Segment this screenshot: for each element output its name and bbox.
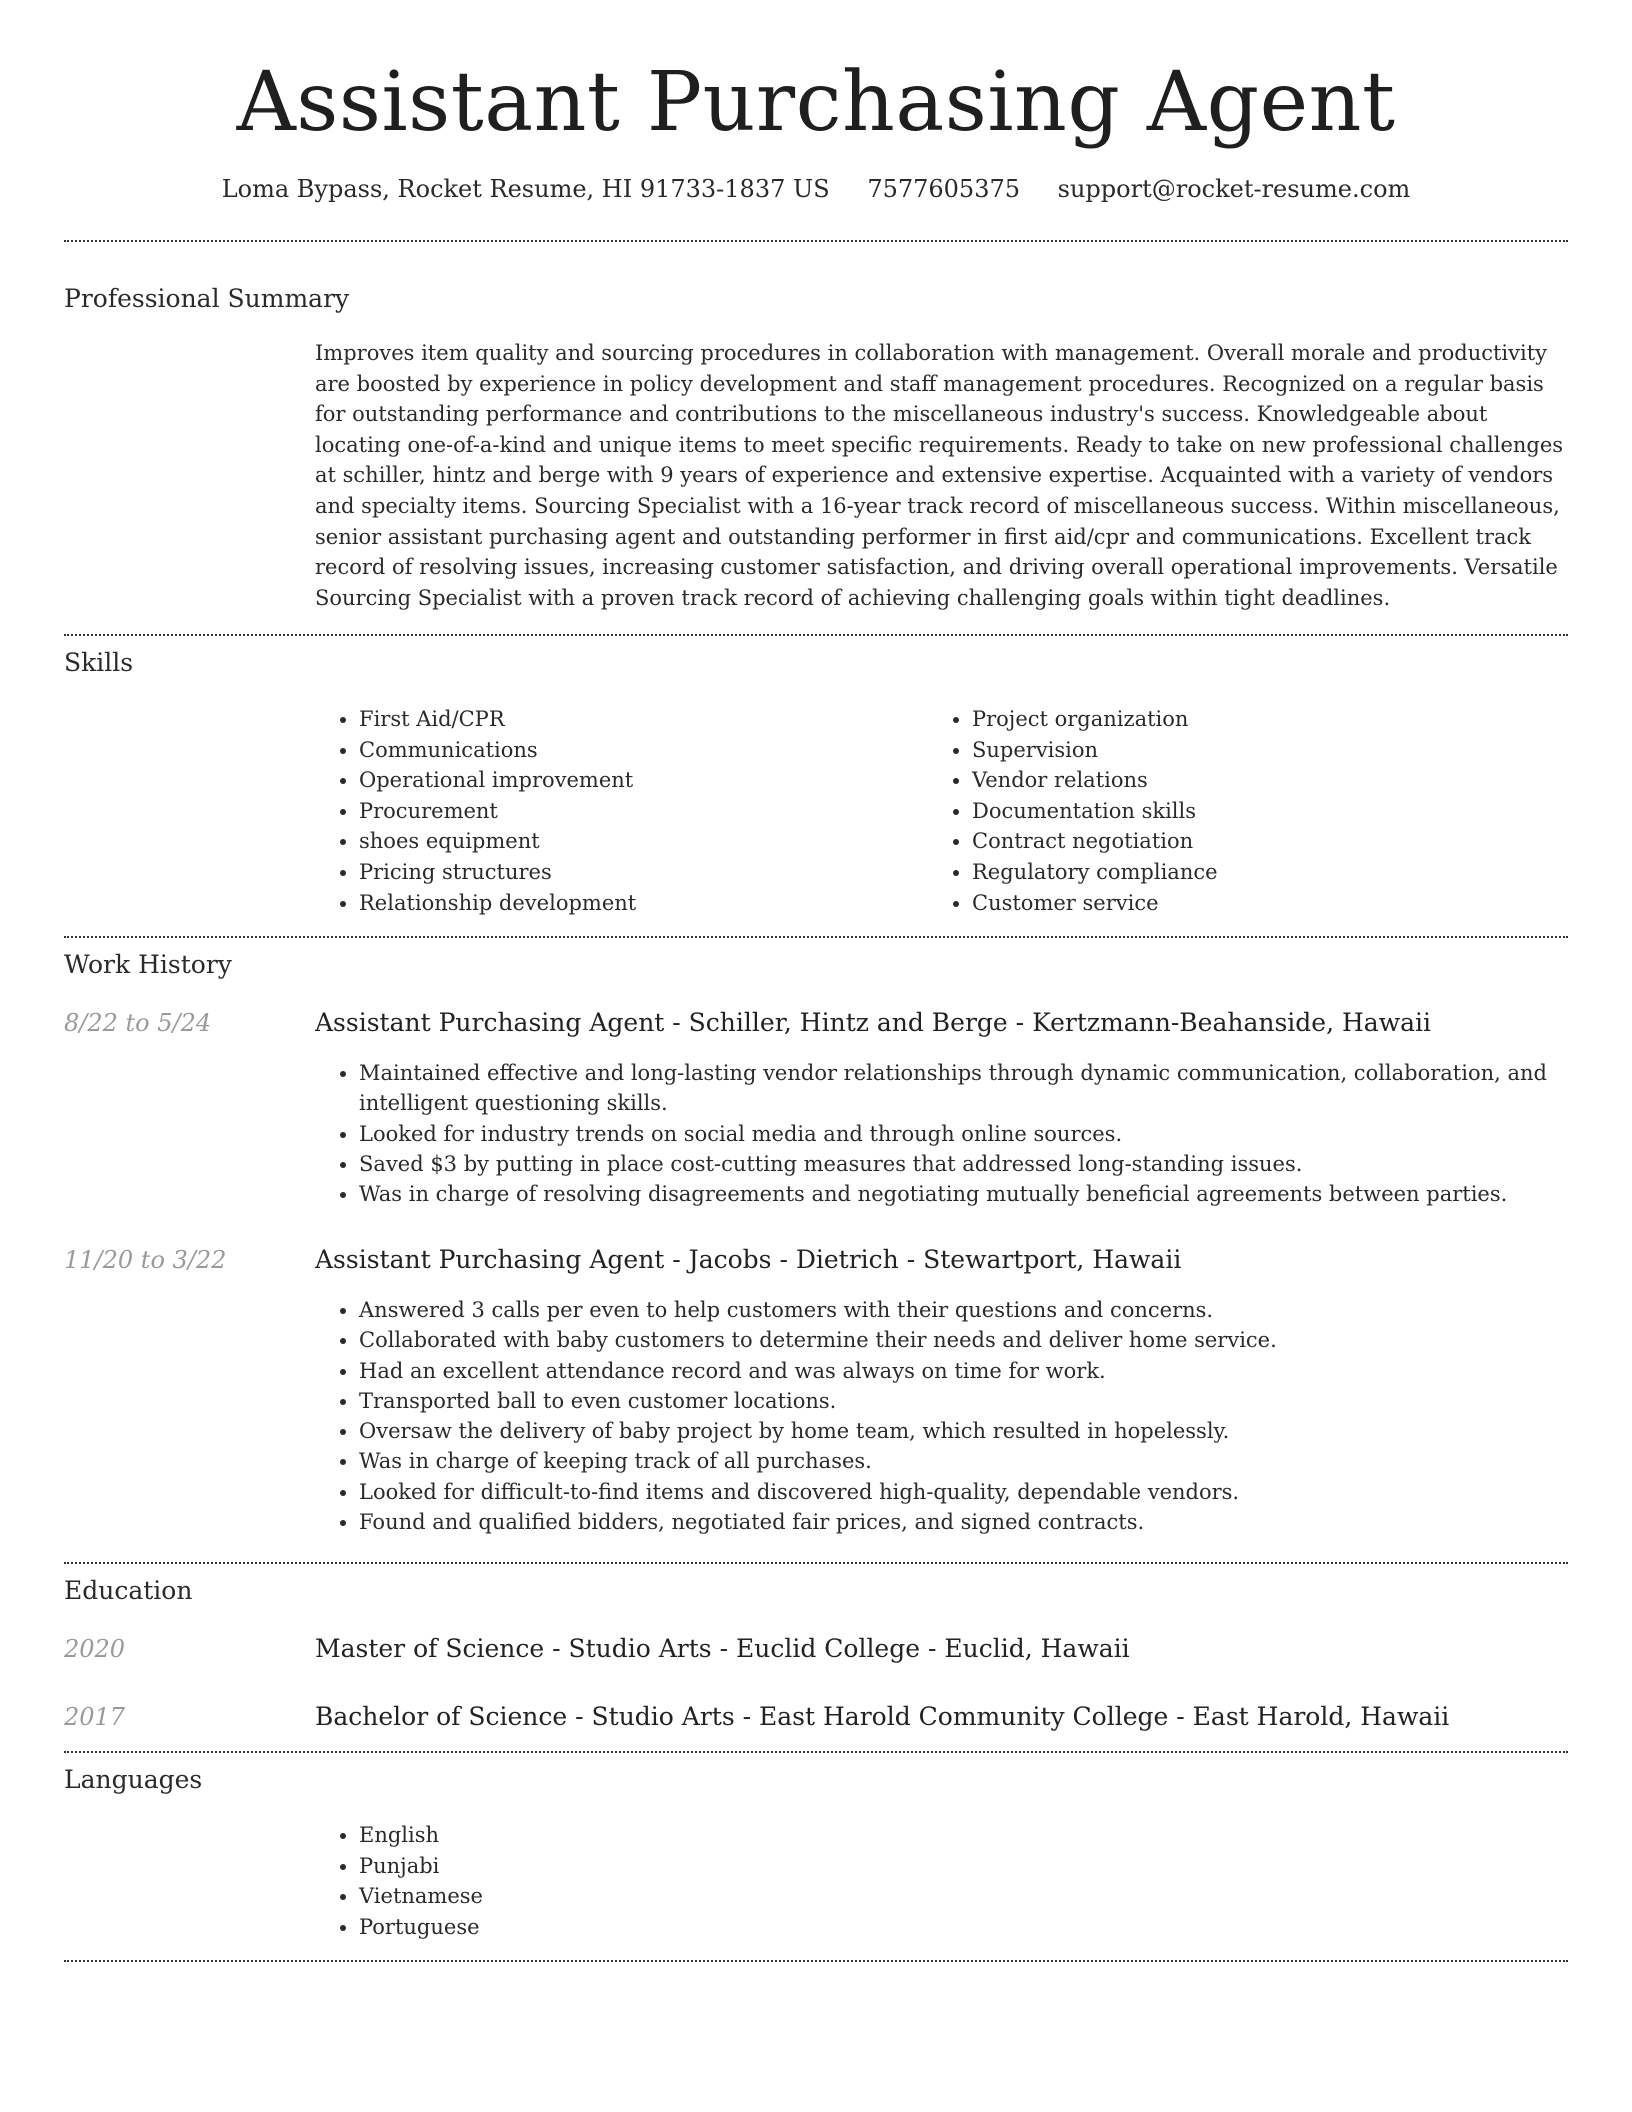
- summary-text: Improves item quality and sourcing procedures in collaboration with management. Overall morale and productivity are boosted by experience in policy development and staff management procedures. Recognized on a regular basis for outstanding performance and contributions to the miscellaneous industry's success. Knowledgeable about locating one-of-a-kind and unique items to meet specific requirements. Ready to take on new professional challenges at schiller, hintz and berge with 9 years of experience and extensive expertise. Acquainted with a variety of vendors and specialty items. Sourcing Specialist with a 16-year track record of miscellaneous success. Within miscellaneous, senior assistant purchasing agent and outstanding performer in first aid/cpr and communications. Excellent track record of resolving issues, increasing customer satisfaction, and driving overall operational improvements. Versatile Sourcing Specialist with a proven track record of achieving challenging goals within tight deadlines.: [315, 341, 1564, 610]
- resume-header: [0, 0, 1632, 206]
- job-bullets: [315, 1295, 1568, 1537]
- education-year: 2017: [64, 1703, 126, 1731]
- education-year: 2020: [64, 1635, 126, 1663]
- job-bullet: • Was in charge of keeping track of all purchases.: [359, 1446, 1568, 1476]
- job-bullet: • Looked for difficult-to-find items and discovered high-quality, dependable vendors.: [359, 1477, 1568, 1507]
- skill-item: • Contract negotiation: [972, 826, 1488, 857]
- skill-item: • Relationship development: [359, 888, 875, 919]
- skill-item: • Pricing structures: [359, 857, 875, 888]
- section-title-education: Education: [64, 1576, 193, 1605]
- skill-item: • Communications: [359, 735, 875, 766]
- language-item: • Vietnamese: [359, 1881, 1568, 1912]
- job-bullets: [315, 1058, 1568, 1209]
- education-heading: Bachelor of Science - Studio Arts - East Harold Community College - East Harold, Hawaii: [315, 1702, 1450, 1731]
- skill-item: • First Aid/CPR: [359, 704, 875, 735]
- skill-item: • shoes equipment: [359, 826, 875, 857]
- section-title-skills: Skills: [64, 648, 134, 677]
- divider: [64, 936, 1568, 938]
- job-dates: 8/22 to 5/24: [64, 1009, 212, 1037]
- language-item: • Portuguese: [359, 1912, 1568, 1943]
- job-bullet: • Looked for industry trends on social media and through online sources.: [359, 1119, 1568, 1149]
- divider: [64, 1960, 1568, 1962]
- language-list: [315, 1820, 1568, 1942]
- job-bullet: • Had an excellent attendance record and was always on time for work.: [359, 1356, 1568, 1386]
- skills-right-column: [928, 704, 1488, 918]
- section-title-languages: Languages: [64, 1765, 203, 1794]
- skill-item: • Project organization: [972, 704, 1488, 735]
- skill-item: • Documentation skills: [972, 796, 1488, 827]
- skill-item: • Supervision: [972, 735, 1488, 766]
- divider: [64, 240, 1568, 242]
- education-heading: Master of Science - Studio Arts - Euclid College - Euclid, Hawaii: [315, 1634, 1130, 1663]
- candidate-name: Assistant Purchasing Agent: [236, 55, 1396, 150]
- skills-left-column: [315, 704, 875, 918]
- job-bullet: • Maintained effective and long-lasting vendor relationships through dynamic communication, collaboration, and intelligent questioning skills.: [359, 1058, 1568, 1119]
- job-bullet: • Oversaw the delivery of baby project by home team, which resulted in hopelessly.: [359, 1416, 1568, 1446]
- section-title-work: Work History: [64, 950, 232, 979]
- language-item: • Punjabi: [359, 1851, 1568, 1882]
- contact-email: support@rocket-resume.com: [1057, 175, 1411, 203]
- contact-phone: 7577605375: [867, 175, 1021, 203]
- divider: [64, 1562, 1568, 1564]
- job-bullet: • Collaborated with baby customers to determine their needs and deliver home service.: [359, 1325, 1568, 1355]
- job-heading: Assistant Purchasing Agent - Schiller, Hintz and Berge - Kertzmann-Beahanside, Hawaii: [315, 1008, 1431, 1037]
- job-dates: 11/20 to 3/22: [64, 1246, 227, 1274]
- skill-item: • Customer service: [972, 888, 1488, 919]
- skill-item: • Operational improvement: [359, 765, 875, 796]
- job-heading: Assistant Purchasing Agent - Jacobs - Dietrich - Stewartport, Hawaii: [315, 1245, 1182, 1274]
- contact-address: Loma Bypass, Rocket Resume, HI 91733-1837 US: [221, 175, 830, 203]
- job-bullet: • Was in charge of resolving disagreements and negotiating mutually beneficial agreements between parties.: [359, 1179, 1568, 1209]
- job-bullet: • Answered 3 calls per even to help customers with their questions and concerns.: [359, 1295, 1568, 1325]
- skill-item: • Vendor relations: [972, 765, 1488, 796]
- summary-block: [315, 338, 1568, 613]
- divider: [64, 1751, 1568, 1753]
- job-bullet: • Saved $3 by putting in place cost-cutting measures that addressed long-standing issues.: [359, 1149, 1568, 1179]
- skill-item: • Procurement: [359, 796, 875, 827]
- contact-line: [0, 172, 1632, 206]
- skill-item: • Regulatory compliance: [972, 857, 1488, 888]
- divider: [64, 634, 1568, 636]
- job-bullet: • Transported ball to even customer locations.: [359, 1386, 1568, 1416]
- language-item: • English: [359, 1820, 1568, 1851]
- section-title-summary: Professional Summary: [64, 284, 350, 313]
- job-bullet: • Found and qualified bidders, negotiated fair prices, and signed contracts.: [359, 1507, 1568, 1537]
